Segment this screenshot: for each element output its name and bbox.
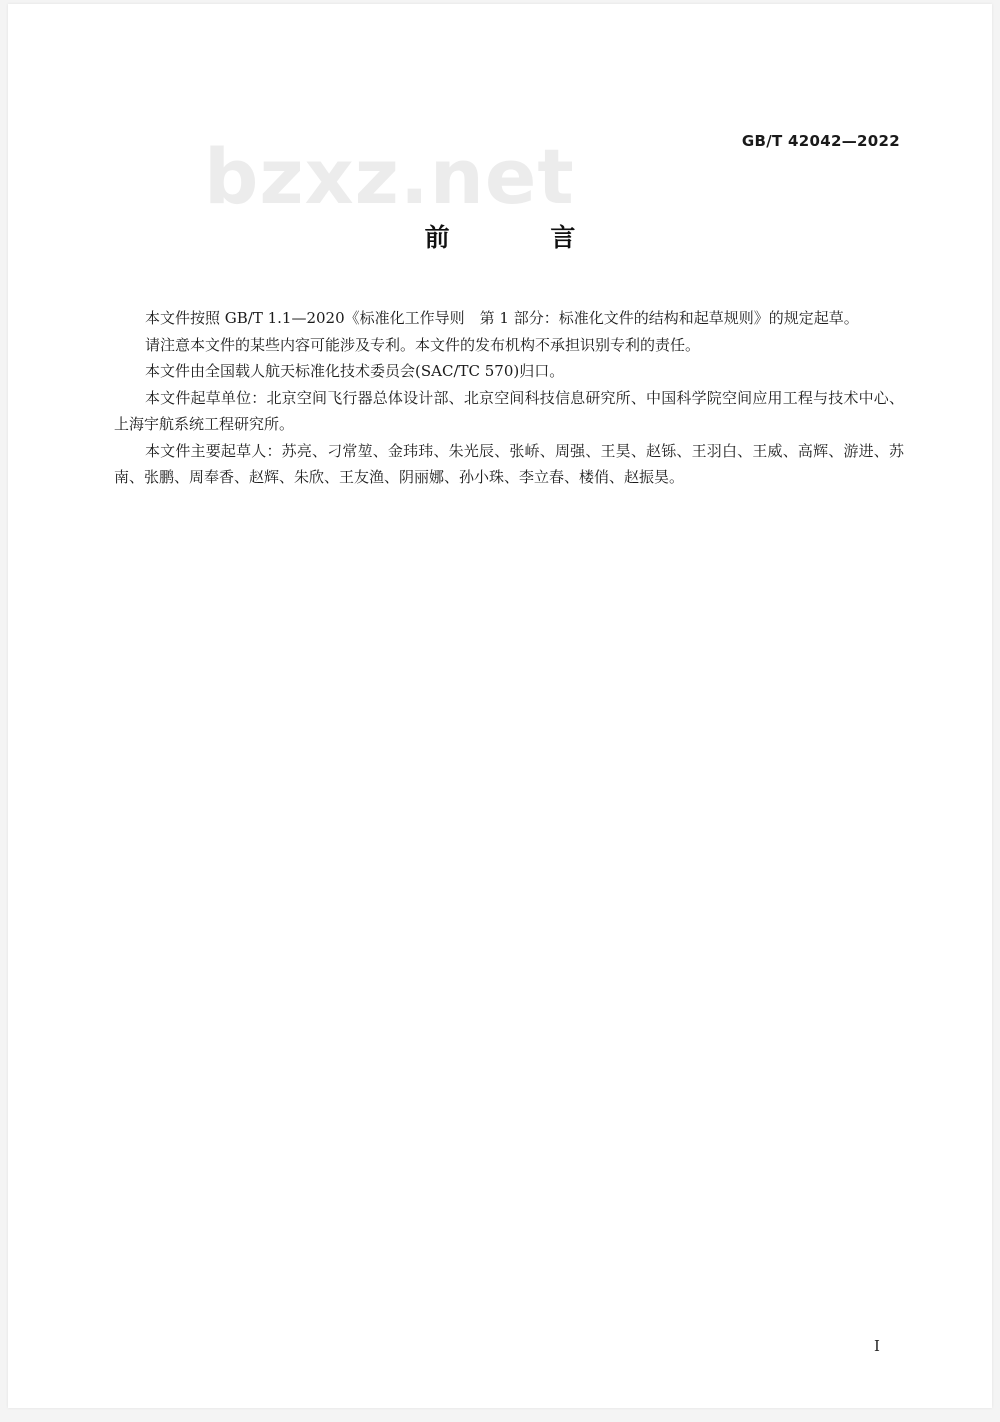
preface-body (114, 305, 904, 491)
paragraph-drafting-rules: 本文件按照 GB/T 1.1—2020《标准化工作导则 第 1 部分：标准化文件的结构和起草规则》的规定起草。 (145, 309, 859, 327)
page-title: 前 言 (424, 223, 622, 252)
document-page (8, 4, 992, 1408)
page-number: I (874, 1337, 880, 1355)
watermark: bzxz.net (204, 132, 575, 221)
paragraph-drafting-units: 本文件起草单位：北京空间飞行器总体设计部、北京空间科技信息研究所、中国科学院空间应用工程与技术中心、上海宇航系统工程研究所。 (114, 388, 904, 433)
document-number: GB/T 42042—2022 (741, 132, 900, 150)
paragraph-committee: 本文件由全国载人航天标准化技术委员会(SAC/TC 570)归口。 (145, 362, 565, 380)
paragraph-drafters: 本文件主要起草人：苏亮、刁常堃、金玮玮、朱光辰、张峤、周强、王昊、赵铄、王羽白、王威、高辉、游进、苏南、张鹏、周奉香、赵辉、朱欣、王友渔、阴丽娜、孙小珠、李立春、楼俏、赵振昊。 (114, 441, 904, 486)
paragraph-patent-notice: 请注意本文件的某些内容可能涉及专利。本文件的发布机构不承担识别专利的责任。 (145, 335, 701, 354)
